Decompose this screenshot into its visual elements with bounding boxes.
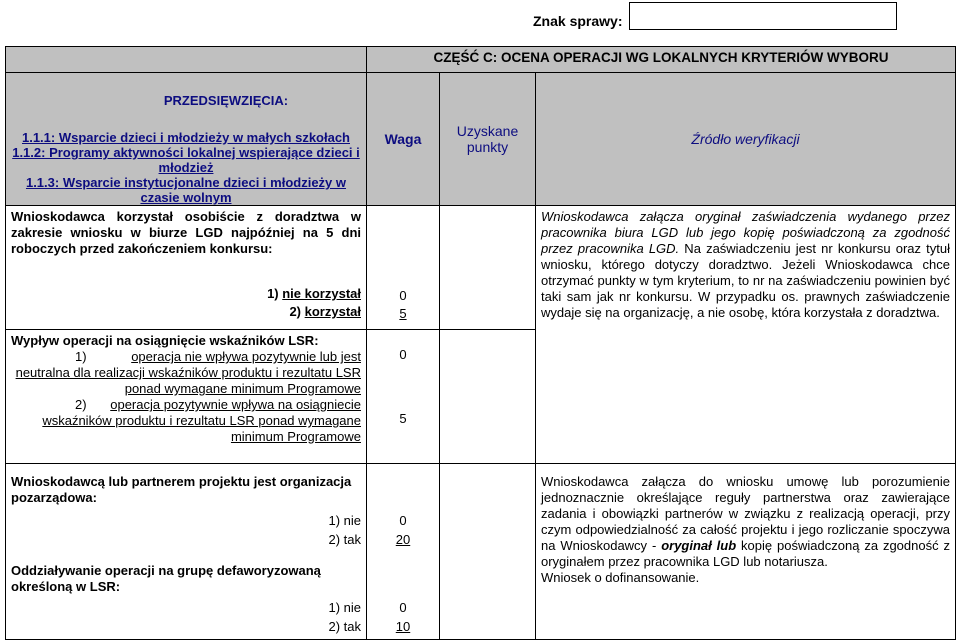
weight-header: Waga: [367, 73, 440, 206]
criterion-3-option-2: 2) tak: [328, 532, 361, 547]
undertaking-3: 1.1.3: Wsparcie instytucjonalne dzieci i młodzieży w czasie wolnym: [25, 175, 347, 205]
criterion-3-weight-1: 0: [399, 513, 407, 528]
criterion-3-option-1: 1) nie: [328, 513, 361, 528]
criterion-1-weights: [367, 206, 440, 330]
case-number-label: Znak sprawy:: [533, 13, 623, 29]
criterion-3-cell: [6, 464, 367, 640]
section-title: CZĘŚĆ C: OCENA OPERACJI WG LOKALNYCH KRYTERIÓW WYBORU: [367, 47, 956, 73]
points-header: Uzyskane punkty: [440, 73, 536, 206]
criterion-2-option-2: 2) operacja pozytywnie wpływa na osiągniecie wskaźników produktu i rezultatu LSR ponad wymagane minimum Programowe: [42, 397, 361, 444]
criterion-2-weight-1: 0: [399, 347, 407, 362]
criterion-2-title: Wypływ operacji na osiągnięcie wskaźników LSR:: [11, 333, 319, 348]
criterion-4-title: Oddziaływanie operacji na grupę defaworyzowaną określoną w LSR:: [11, 563, 321, 594]
undertaking-2: 1.1.2: Programy aktywności lokalnej wspierające dzieci i młodzież: [12, 145, 360, 175]
criterion-2-weight-2: 5: [399, 411, 407, 426]
criterion-3-points[interactable]: [440, 464, 536, 640]
criterion-1-option-2: 2) korzystał: [289, 304, 361, 319]
criterion-3-source-note: Wniosek o dofinansowanie.: [541, 570, 700, 585]
header-left-top: [6, 47, 367, 73]
criterion-3-source: Wnioskodawca załącza do wniosku umowę lub porozumienie jednoznacznie określające reguły partnerstwa oraz zawierające zadania i obowiązki partnerów w związku z realizacją operacji, przy czym odpowiedzialność za całość projektu i jego rozliczanie spoczywa na Wnioskodawcy - oryginał lub kopię poświadczoną za zgodność z oryginałem przez pracownika LGD lub notariusza. Wniosek o dofinansowanie.: [536, 464, 956, 640]
criterion-1-cell: [6, 206, 367, 330]
criterion-2-option-1: 1) operacja nie wpływa pozytywnie lub jest neutralna dla realizacji wskaźników produktu i rezultatu LSR ponad wymagane minimum Programowe: [15, 349, 361, 396]
source-header: Źródło weryfikacji: [536, 73, 956, 206]
criterion-2-weights: [367, 330, 440, 464]
criterion-2-points[interactable]: [440, 330, 536, 464]
criterion-4-option-1: 1) nie: [328, 600, 361, 615]
criterion-3-weights: [367, 464, 440, 640]
case-number-field[interactable]: [629, 2, 897, 30]
criterion-1-weight-2: 5: [399, 306, 407, 321]
criterion-4-weight-1: 0: [399, 600, 407, 615]
criterion-1-weight-1: 0: [399, 288, 407, 303]
criterion-3-title: Wnioskodawcą lub partnerem projektu jest organizacja pozarządowa:: [11, 474, 352, 505]
criterion-2-cell: [6, 330, 367, 464]
criterion-3-weight-2: 20: [395, 532, 411, 547]
undertaking-1: 1.1.1: Wsparcie dzieci i młodzieży w małych szkołach: [21, 130, 350, 145]
undertakings-cell: [6, 73, 367, 206]
criterion-4-option-2: 2) tak: [328, 619, 361, 634]
criterion-1-points[interactable]: [440, 206, 536, 330]
criterion-1-option-1: 1) nie korzystał: [267, 286, 361, 301]
criteria-table: [5, 46, 956, 640]
criterion-4-weight-2: 10: [395, 619, 411, 634]
criterion-1-source: Wnioskodawca załącza oryginał zaświadczenia wydanego przez pracownika biura LGD lub jego kopię poświadczoną za zgodność przez pracownika LGD. Na zaświadczeniu jest nr konkursu oraz tytuł wniosku, którego dotyczy doradztwo. Jeżeli Wnioskodawca chce otrzymać punkty w tym kryterium, to nr na zaświadczeniu powinien być taki sam jak nr konkursu. W przypadku os. prawnych zaświadczenie wydaje się na organizację, a nie osobę, która korzystała z doradztwa.: [536, 206, 956, 464]
undertakings-label: PRZEDSIĘWZIĘCIA:: [163, 93, 289, 108]
criterion-1-title: Wnioskodawca korzystał osobiście z doradztwa w zakresie wniosku w biurze LGD najpóźniej na 5 dni roboczych przed zakończeniem konkursu:: [11, 209, 361, 256]
